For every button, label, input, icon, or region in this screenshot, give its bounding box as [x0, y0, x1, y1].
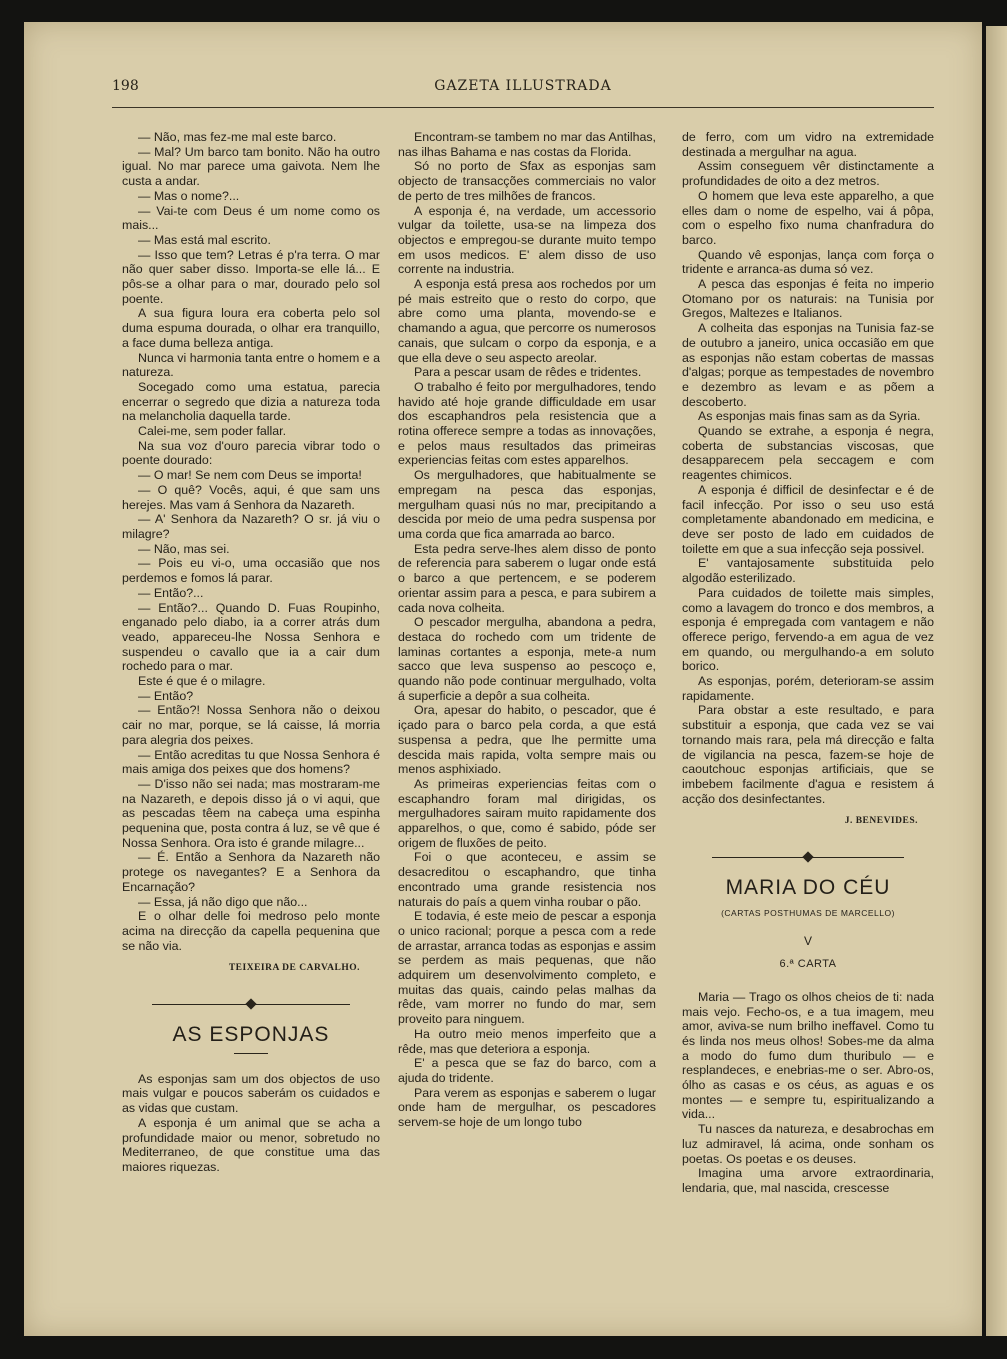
paragraph: — Então?! Nossa Senhora não o deixou cair no mar, porque, se lá caisse, lá morria para alegria dos peixes. [122, 703, 380, 747]
column-2 [398, 130, 656, 1130]
column-1 [122, 130, 380, 1175]
paragraph: O pescador mergulha, abandona a pedra, destaca do rochedo com um tridente de laminas cortantes a esponja, mete-a num sacco que leva suspenso ao pescoço e, quando não pode continuar mergulhado, volta á superficie a depôr a sua colheita. [398, 615, 656, 703]
paragraph: — Não, mas fez-me mal este barco. [138, 130, 337, 144]
paragraph: Só no porto de Sfax as esponjas sam objecto de transacções commerciais no valor de perto de tres milhões de francos. [398, 159, 656, 203]
paragraph: A esponja é, na verdade, um accessorio vulgar da toilette, usa-se na limpeza dos objectos e empregou-se durante muito tempo em usos medicos. E' alem disso de uso corrente na industria. [398, 203, 656, 277]
paragraph: — Então?... [138, 585, 204, 600]
paragraph: E' a pesca que se faz do barco, com a ajuda do tridente. [398, 1056, 656, 1085]
paragraph: Ha outro meio menos imperfeito que a rêde, mas que deteriora a esponja. [398, 1026, 656, 1056]
paragraph: O trabalho é feito por mergulhadores, tendo havido até hoje grande difficuldade em usar dos escaphandros pela resistencia que a rotina offerece sempre a todas as innovações, e pelos maus resultados das primeiras experiencias feitas com estes apparelhos. [398, 379, 656, 468]
paragraph: — Pois eu vi-o, uma occasião que nos perdemos e fomos lá parar. [122, 556, 380, 586]
page-header [112, 78, 934, 100]
paragraph: A colheita das esponjas na Tunisia faz-se de outubro a janeiro, unica occasião em que as esponjas não estam cobertas de massas d'algas; porque as tempestades de novembro e dezembro as levam e as põem a descoberto. [682, 321, 934, 409]
paragraph: As primeiras experiencias feitas com o escaphandro foram mal dirigidas, os mergulhadores sairam muito rapidamente dos apparelhos, o que, como é sabido, póde ser origem de fluxões de peito. [398, 776, 656, 850]
page-number: 198 [112, 78, 139, 94]
paragraph: Calei-me, sem poder fallar. [138, 424, 287, 439]
paragraph: — Mas o nome?... [138, 188, 240, 203]
letter-heading: 6.ª CARTA [779, 958, 837, 971]
paragraph: — É. Então a Senhora da Nazareth não protege os navegantes? E a Senhora da Encarnação? [122, 850, 380, 894]
paragraph: Quando se extrahe, a esponja é negra, coberta de substancias viscosas, que desapparecem pela seccagem e com reagentes chimicos. [682, 424, 934, 483]
paragraph: — Então acreditas tu que Nossa Senhora é mais amiga dos peixes que dos homens? [122, 747, 380, 777]
paragraph: — A' Senhora da Nazareth? O sr. já viu o milagre? [122, 512, 380, 541]
paragraph: A sua figura loura era coberta pelo sol duma espuma dourada, o olhar era tranquillo, a face duma belleza antiga. [122, 306, 380, 350]
publication-title: GAZETA ILLUSTRADA [434, 78, 612, 94]
paragraph: Encontram-se tambem no mar das Antilhas, nas ilhas Bahama e nas costas da Florida. [398, 130, 656, 159]
paragraph: Os mergulhadores, que habitualmente se empregam na pesca das esponjas, mergulham quasi nús no mar, precipitando a descida por meio de uma pedra suspensa por uma corda que fica amarrada ao barco. [398, 468, 656, 541]
paragraph: Esta pedra serve-lhes alem disso de ponto de referencia para saberem o lugar onde está o barco a que pertencem, e se poderem orientar assim para a pesca, e para subirem a cada nova colheita. [398, 541, 656, 615]
paragraph: — Vai-te com Deus é um nome como os mais... [122, 203, 380, 233]
paragraph: Maria — Trago os olhos cheios de ti: nada mais vejo. Fecho-os, e a tua imagem, meu amor, aviva-se num brilho ineffavel. Como tu és linda nos meus olhos! Sobes-me da alma a modo do fumo dum thuribulo — e resplandeces, e enebrias-me o ser. Abro-os, ólho as casas e os céus, as aguas e os montes — e sempre tu, espiritualizando a vida... [682, 989, 934, 1122]
paragraph: — O mar! Se nem com Deus se importa! [138, 468, 362, 483]
paragraph: Tu nasces da natureza, e desabrochas em luz admiravel, lá acima, onde sonham os poetas. Os poetas e os deuses. [682, 1122, 934, 1166]
author-signature: J. BENEVIDES. [844, 816, 918, 827]
paragraph: Para verem as esponjas e saberem o lugar onde ham de mergulhar, os pescadores servem-se hoje de um longo tubo [398, 1085, 656, 1130]
paragraph: E o olhar delle foi medroso pelo monte acima na direcção da capella pequenina que se não via. [122, 909, 380, 953]
adjacent-page-edge [986, 26, 1007, 1336]
paragraph: O homem que leva este apparelho, a que elles dam o nome de espelho, vai á pôpa, com o espelho fixo numa chanfradura do barco. [682, 188, 934, 247]
section-ornament [712, 851, 904, 863]
paragraph: Foi o que aconteceu, e assim se desacreditou o escaphandro, que tinha encontrado uma grande resistencia nos naturais do país a quem vinha roubar o pão. [398, 850, 656, 909]
paragraph: Quando vê esponjas, lança com força o tridente e arranca-as duma só vez. [682, 247, 934, 277]
paragraph: — Essa, já não digo que não... [138, 894, 308, 909]
paragraph: — Então?... Quando D. Fuas Roupinho, enganado pelo diabo, ia a correr atrás dum veado, appareceu-lhe Nossa Senhora e suspendeu o cavallo que ia a cair dum rochedo para o mar. [122, 600, 380, 674]
paragraph: As esponjas sam um dos objectos de uso mais vulgar e poucos saberám os cuidados e as vidas que custam. [122, 1071, 380, 1116]
paragraph: — D'isso não sei nada; mas mostraram-me na Nazareth, e depois disso já o vi aqui, que as pescadas têem na cabeça uma espinha pequenina que, posta contra á luz, se vê que é Nossa Senhora. Ora isto é grande milagre... [122, 776, 380, 850]
header-rule [112, 107, 934, 108]
paragraph: — Não, mas sei. [138, 541, 230, 556]
paragraph: Para a pescar usam de rêdes e tridentes. [414, 365, 642, 380]
paragraph: Este é que é o milagre. [138, 674, 266, 689]
paragraph: Socegado como uma estatua, parecia encerrar o segredo que dizia a natureza toda na melancholia daquella tarde. [122, 379, 380, 424]
paragraph: A esponja é difficil de desinfectar e é de facil infecção. Por isso o seu uso está completamente abandonado em medicina, e deve ser posto de lado em cuidados de toilette em que a sua infecção seja possivel. [682, 482, 934, 556]
paragraph: — Mal? Um barco tam bonito. Não ha outro igual. No mar parece uma gaivota. Nem lhe custa a andar. [122, 144, 380, 189]
article-title: AS ESPONJAS [172, 1023, 330, 1047]
paragraph: Ora, apesar do habito, o pescador, que é içado para o barco pela corda, a que está suspensa a pedra, que lhe permitte uma descida mais rapida, volta sempre mais ou menos asphixiado. [398, 703, 656, 777]
paragraph: E todavia, é este meio de pescar a esponja o unico racional; porque a pesca com a rede de arrastar, arranca todas as esponjas e assim se perdem as mais pequenas, que não adquirem um desenvolvimento completo, e muitas das quais, caindo pelas malhas da rêde, vam morrer no fundo do mar, sem proveito para ninguem. [398, 909, 656, 1027]
paragraph: Assim conseguem vêr distinctamente a profundidades de oito a dez metros. [682, 159, 934, 189]
paragraph: — Então? [138, 688, 194, 703]
title-rule [234, 1053, 268, 1054]
paragraph: As esponjas mais finas sam as da Syria. [698, 409, 921, 424]
paragraph: Imagina uma arvore extraordinaria, lendaria, que, mal nascida, crescesse [682, 1166, 934, 1195]
paragraph: de ferro, com um vidro na extremidade destinada a mergulhar na agua. [682, 130, 934, 159]
paragraph: E' vantajosamente substituida pelo algodão esterilizado. [682, 556, 934, 586]
part-number: V [803, 934, 812, 949]
article-title: MARIA DO CÉU [725, 876, 891, 900]
paragraph: A esponja é um animal que se acha a profundidade maior ou menor, sobretudo no Mediterraneo, de que constitue uma das maiores riquezas. [122, 1115, 380, 1174]
column-3 [682, 130, 934, 1196]
paragraph: — O quê? Vocês, aqui, é que sam uns herejes. Mas vam á Senhora da Nazareth. [122, 482, 380, 512]
paragraph: A esponja está presa aos rochedos por um pé mais estreito que o resto do corpo, que abre como uma planta, movendo-se e chamando a agua, que percorre os numerosos canais, que sulcam o corpo da esponja, e a que ella deve o seu aspecto areolar. [398, 277, 656, 365]
section-ornament [152, 998, 350, 1010]
paragraph: A pesca das esponjas é feita no imperio Otomano por os naturais: na Tunisia por Gregos, Maltezes e Italianos. [682, 277, 934, 321]
paragraph: As esponjas, porém, deterioram-se assim rapidamente. [682, 674, 934, 703]
paragraph: Na sua voz d'ouro parecia vibrar todo o poente dourado: [122, 438, 380, 468]
paragraph: Para cuidados de toilette mais simples, como a lavagem do tronco e dos membros, a esponja é empregada com vantagem e não offerece perigo, fervendo-a em agua de vez em quando, ou mergulhando-a em soluto borico. [682, 585, 934, 674]
paragraph: Nunca vi harmonia tanta entre o homem e a natureza. [122, 350, 380, 380]
paragraph: — Isso que tem? Letras é p'ra terra. O mar não quer saber disso. Importa-se elle lá... E pôs-se a olhar para o mar, dourado pelo sol poente. [122, 247, 380, 306]
paragraph: — Mas está mal escrito. [138, 232, 271, 247]
article-subtitle: (CARTAS POSTHUMAS DE MARCELLO) [721, 907, 895, 918]
paragraph: Para obstar a este resultado, e para substituir a esponja, que cada vez se vai tornando mais rara, pela má direcção e falta de vigilancia na pesca, fazem-se hoje de caoutchouc esponjas artificiais, que se imbebem facilmente d'agua e resistem á acção dos desinfectantes. [682, 703, 934, 806]
author-signature: TEIXEIRA DE CARVALHO. [228, 963, 360, 974]
